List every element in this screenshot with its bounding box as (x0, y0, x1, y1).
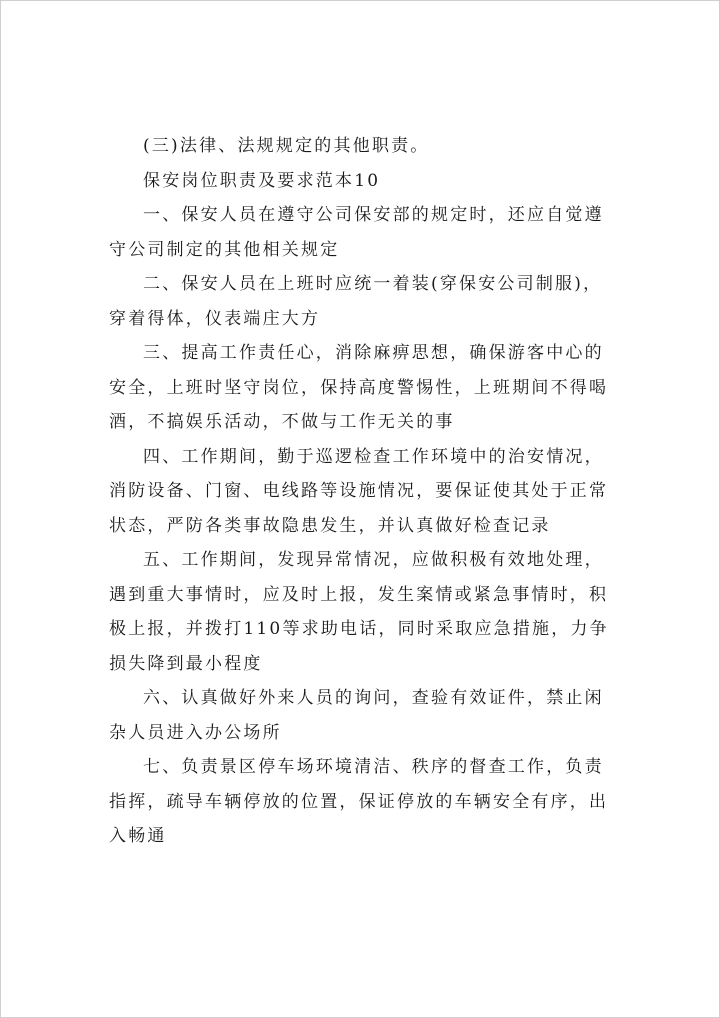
paragraph-item-3: 三、提高工作责任心，消除麻痹思想，确保游客中心的安全，上班时坚守岗位，保持高度警惕性，上班期间不得喝酒，不搞娱乐活动，不做与工作无关的事 (109, 343, 609, 432)
section-heading: 保安岗位职责及要求范本10 (143, 170, 381, 191)
document-body (109, 129, 619, 854)
paragraph-item-6: 六、认真做好外来人员的询问，查验有效证件，禁止闲杂人员进入办公场所 (109, 688, 604, 743)
paragraph-duty-3: (三)法律、法规规定的其他职责。 (143, 136, 430, 156)
paragraph-item-1: 一、保安人员在遵守公司保安部的规定时，还应自觉遵守公司制定的其他相关规定 (109, 205, 604, 260)
paragraph-item-4: 四、工作期间，勤于巡逻检查工作环境中的治安情况，消防设备、门窗、电线路等设施情况，要保证使其处于正常状态，严防各类事故隐患发生，并认真做好检查记录 (109, 446, 609, 536)
paragraph-item-7: 七、负责景区停车场环境清洁、秩序的督查工作，负责指挥，疏导车辆停放的位置，保证停放的车辆安全有序，出入畅通 (109, 757, 609, 846)
paragraph-item-5: 五、工作期间，发现异常情况，应做积极有效地处理，遇到重大事情时，应及时上报，发生案情或紧急事情时，积极上报，并拨打110等求助电话，同时采取应急措施，力争损失降到最小程度 (109, 550, 609, 674)
paragraph-item-2: 二、保安人员在上班时应统一着装(穿保安公司制服)，穿着得体，仪表端庄大方 (109, 274, 603, 329)
